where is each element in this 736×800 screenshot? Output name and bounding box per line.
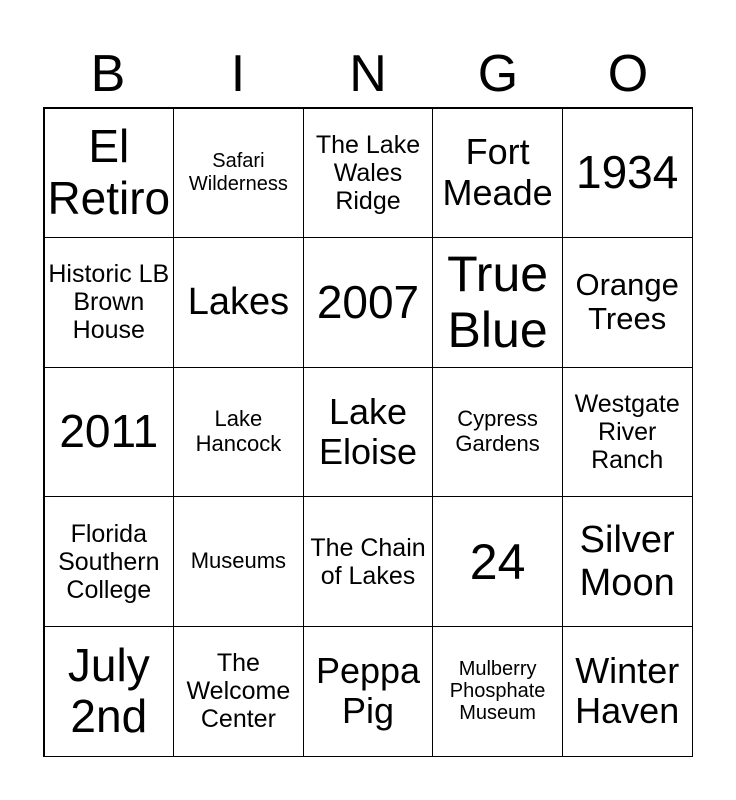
bingo-cell[interactable]: Fort Meade bbox=[432, 108, 563, 239]
bingo-cell[interactable]: Lake Eloise bbox=[303, 367, 434, 498]
bingo-cell[interactable]: Westgate River Ranch bbox=[562, 367, 693, 498]
bingo-header bbox=[43, 42, 693, 106]
bingo-cell[interactable]: Safari Wilderness bbox=[173, 108, 304, 239]
bingo-cell[interactable]: 1934 bbox=[562, 108, 693, 239]
bingo-cell[interactable]: Silver Moon bbox=[562, 496, 693, 627]
header-letter-i: I bbox=[230, 45, 246, 103]
bingo-cell[interactable]: Cypress Gardens bbox=[432, 367, 563, 498]
header-letter-o: O bbox=[607, 45, 649, 103]
bingo-cell[interactable]: The Chain of Lakes bbox=[303, 496, 434, 627]
bingo-cell[interactable]: 24 bbox=[432, 496, 563, 627]
bingo-cell[interactable]: True Blue bbox=[432, 237, 563, 368]
bingo-cell[interactable]: July 2nd bbox=[44, 626, 175, 757]
bingo-cell[interactable]: Museums bbox=[173, 496, 304, 627]
bingo-cell[interactable]: Winter Haven bbox=[562, 626, 693, 757]
bingo-cell[interactable]: Lakes bbox=[173, 237, 304, 368]
bingo-cell[interactable]: Historic LB Brown House bbox=[44, 237, 175, 368]
bingo-cell[interactable]: Mulberry Phosphate Museum bbox=[432, 626, 563, 757]
header-letter-b: B bbox=[90, 45, 126, 103]
header-letter-g: G bbox=[477, 45, 519, 103]
bingo-cell[interactable]: The Lake Wales Ridge bbox=[303, 108, 434, 239]
bingo-cell[interactable]: Florida Southern College bbox=[44, 496, 175, 627]
bingo-cell[interactable]: Peppa Pig bbox=[303, 626, 434, 757]
bingo-cell[interactable]: 2007 bbox=[303, 237, 434, 368]
bingo-board bbox=[43, 107, 693, 757]
bingo-cell[interactable]: Orange Trees bbox=[562, 237, 693, 368]
header-letter-n: N bbox=[349, 45, 387, 103]
bingo-cell[interactable]: Lake Hancock bbox=[173, 367, 304, 498]
bingo-cell[interactable]: The Welcome Center bbox=[173, 626, 304, 757]
bingo-cell[interactable]: El Retiro bbox=[44, 108, 175, 239]
bingo-cell[interactable]: 2011 bbox=[44, 367, 175, 498]
